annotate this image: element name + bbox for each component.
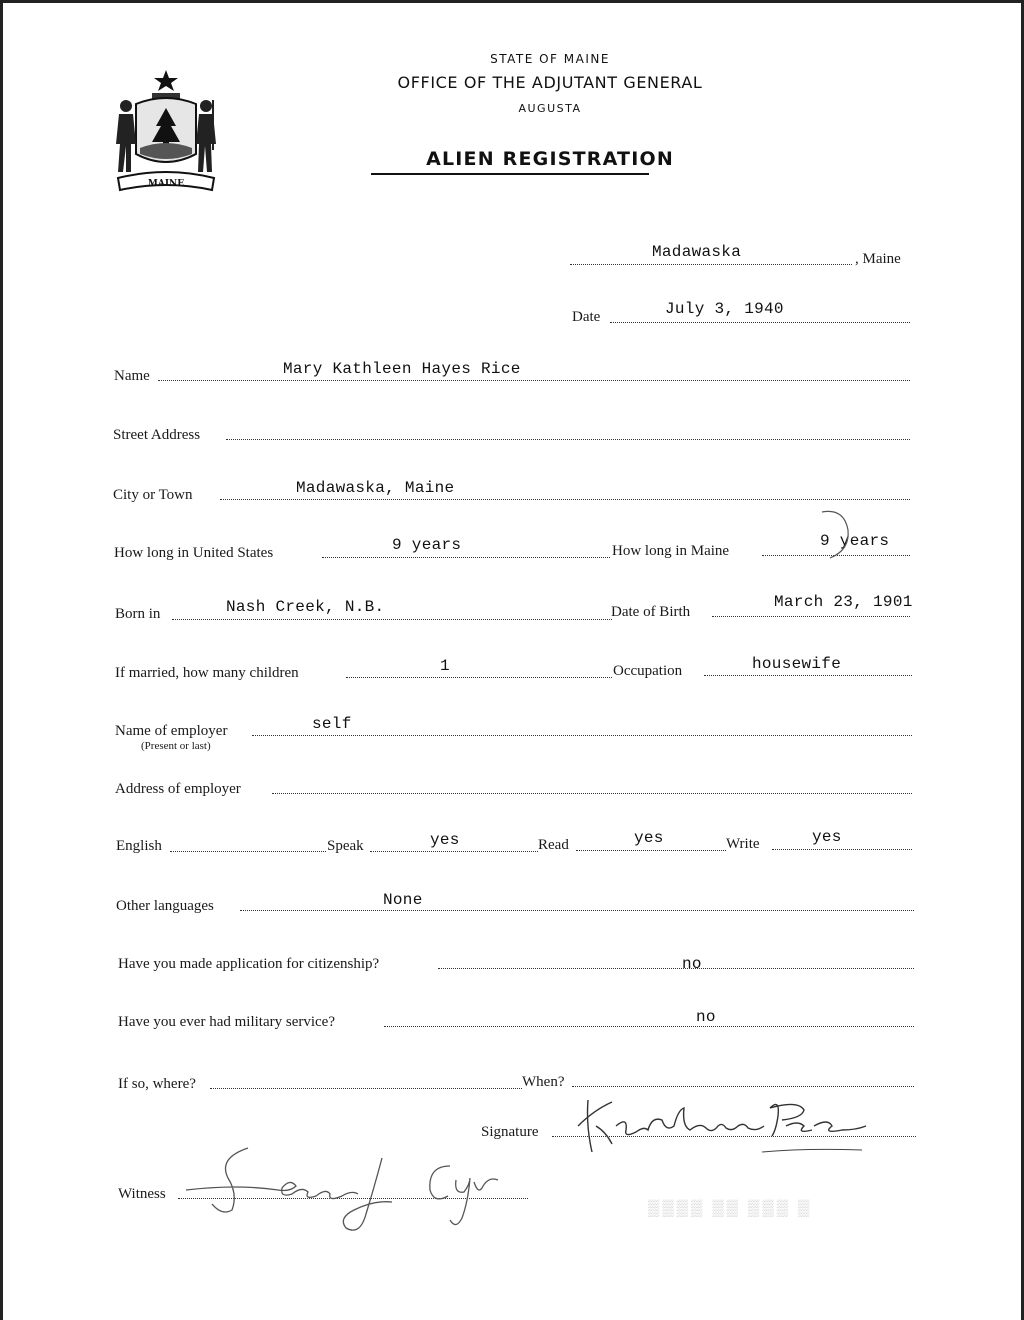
date-of-birth-field-line (712, 616, 910, 617)
employer-field-line (252, 735, 912, 736)
witness-label: Witness (118, 1186, 166, 1202)
speak-label: Speak (327, 838, 364, 854)
occupation-field-line (704, 675, 912, 676)
military-service-value: no (696, 1008, 716, 1026)
children-label: If married, how many children (115, 665, 299, 681)
born-in-field-line (172, 619, 612, 620)
employer-label: Name of employer (115, 723, 228, 739)
header-state: STATE OF MAINE (490, 52, 610, 66)
circled-number-mark (804, 508, 854, 562)
state-suffix-label: , Maine (855, 251, 901, 267)
us-duration-label: How long in United States (114, 545, 274, 561)
read-field-line (576, 850, 726, 851)
read-label: Read (538, 837, 569, 853)
write-label: Write (726, 836, 760, 852)
header-city: AUGUSTA (518, 102, 582, 115)
born-in-value: Nash Creek, N.B. (226, 598, 385, 616)
english-label: English (116, 838, 162, 854)
military-service-label: Have you ever had military service? (118, 1014, 335, 1030)
street-address-field-line (226, 439, 910, 440)
citizenship-value: no (682, 955, 702, 973)
date-label: Date (572, 309, 601, 325)
town-field-line (570, 264, 852, 265)
city-value: Madawaska, Maine (296, 479, 455, 497)
title-underline (371, 173, 649, 175)
where-label: If so, where? (118, 1076, 196, 1092)
applicant-signature (566, 1086, 896, 1162)
us-duration-value: 9 years (392, 536, 462, 554)
speak-value: yes (430, 831, 460, 849)
scan-edge-left (0, 0, 3, 1320)
us-duration-field-line (322, 557, 610, 558)
city-label: City or Town (113, 487, 193, 503)
seal-banner-text: MAINE (147, 179, 185, 189)
header-office: OFFICE OF THE ADJUTANT GENERAL (397, 73, 703, 92)
date-of-birth-label: Date of Birth (611, 604, 691, 620)
employer-address-field-line (272, 793, 912, 794)
date-field-line (610, 322, 910, 323)
other-languages-field-line (240, 910, 914, 911)
speak-field-line (370, 851, 538, 852)
date-of-birth-value: March 23, 1901 (774, 593, 913, 611)
citizenship-field-line (438, 968, 914, 969)
employer-address-label: Address of employer (115, 781, 241, 797)
occupation-value: housewife (752, 655, 842, 673)
street-address-label: Street Address (113, 427, 201, 443)
maine-duration-label: How long in Maine (612, 543, 730, 559)
city-field-line (220, 499, 910, 500)
maine-duration-value: 9 years (820, 532, 890, 550)
children-field-line (346, 677, 612, 678)
write-value: yes (812, 828, 842, 846)
witness-signature (178, 1138, 538, 1244)
form-title: ALIEN REGISTRATION (426, 148, 674, 170)
name-label: Name (114, 368, 150, 384)
employer-value: self (312, 715, 352, 733)
date-value: July 3, 1940 (665, 300, 784, 318)
scan-edge-top (0, 0, 1024, 3)
occupation-label: Occupation (613, 663, 683, 679)
when-label: When? (522, 1074, 565, 1090)
signature-label: Signature (481, 1124, 539, 1140)
citizenship-label: Have you made application for citizenship? (118, 956, 380, 972)
other-languages-value: None (383, 891, 423, 909)
english-field-line (170, 851, 326, 852)
employer-sublabel: (Present or last) (141, 740, 211, 752)
town-value: Madawaska (652, 243, 742, 261)
other-languages-label: Other languages (116, 898, 214, 914)
name-field-line (158, 380, 910, 381)
children-value: 1 (440, 657, 450, 675)
read-value: yes (634, 829, 664, 847)
write-field-line (772, 849, 912, 850)
where-field-line (210, 1088, 522, 1089)
name-value: Mary Kathleen Hayes Rice (283, 360, 521, 378)
military-service-field-line (384, 1026, 914, 1027)
maine-seal-icon (112, 66, 220, 192)
born-in-label: Born in (115, 606, 161, 622)
faded-stamp: ▒▒▒▒ ▒▒ ▒▒▒ ▒ (648, 1200, 813, 1217)
